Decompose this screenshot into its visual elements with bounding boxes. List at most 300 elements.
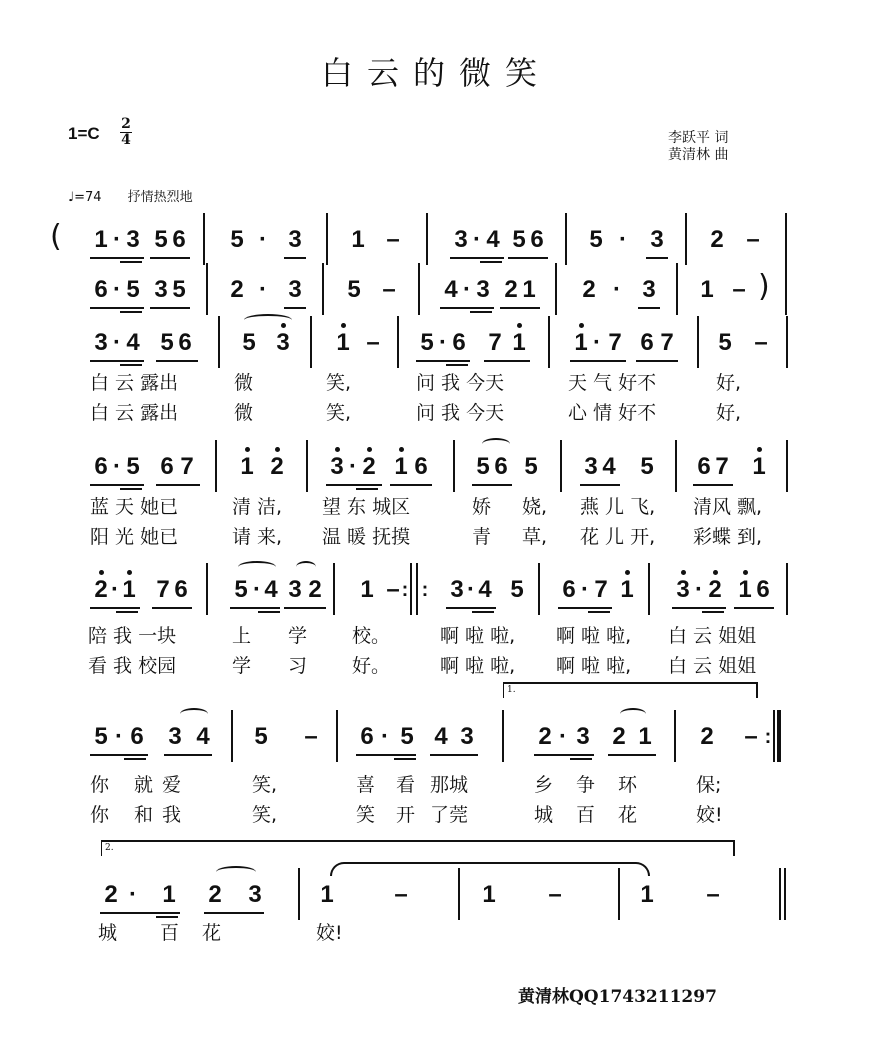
lyric-text: 那城 (430, 774, 469, 796)
note: 2 (92, 577, 110, 603)
beam-underline (638, 307, 660, 309)
note: 3 (450, 576, 464, 603)
bar-line (215, 440, 217, 492)
note: 2 (308, 576, 322, 603)
note: 2 (504, 276, 518, 303)
bar-line (502, 710, 504, 762)
lyric-text: 开 (396, 804, 416, 826)
lyric-text: 好, (716, 402, 742, 424)
note: 3 (460, 723, 474, 750)
lyric-text: 学 (232, 655, 252, 677)
octave-high-dot (99, 570, 104, 575)
sustain-dash: – (304, 723, 318, 750)
beam-underline (608, 754, 656, 756)
lyric-text: 上 (232, 625, 252, 647)
beam-underline (500, 307, 540, 309)
beam-underline (90, 307, 144, 309)
augmentation-dot: · (463, 276, 471, 303)
octave-high-dot (713, 570, 718, 575)
beam-underline (450, 257, 504, 259)
note: 6 (452, 329, 466, 356)
sustain-dash: – (706, 881, 720, 908)
note: 5 (126, 453, 140, 480)
lyric-text: 习 (288, 655, 308, 677)
lyric-text: 和 (134, 804, 154, 826)
lyric-text: 娆, (522, 496, 548, 518)
bar-line (648, 563, 650, 615)
note: 5 (242, 329, 256, 356)
lyric-text: 百 (160, 922, 180, 944)
lyric-text: 阳 光 她已 (90, 526, 179, 548)
note: 4 (126, 329, 140, 356)
octave-high-dot (579, 323, 584, 328)
lyric-text: 白 云 露出 (90, 372, 179, 394)
key-signature: 1=C (68, 124, 100, 143)
beam-underline (570, 758, 592, 760)
bar-line (674, 710, 676, 762)
note: 5 (400, 723, 414, 750)
lyric-text: 笑, (326, 402, 352, 424)
bar-line (676, 263, 678, 315)
bar-line (326, 213, 328, 265)
volta-bracket (503, 682, 758, 698)
slur (238, 561, 276, 573)
note: 7 (660, 329, 674, 356)
augmentation-dot: · (259, 276, 267, 303)
bar-line (306, 440, 308, 492)
bar-line (203, 213, 205, 265)
slur (296, 561, 316, 573)
note: 1 (238, 454, 256, 480)
lyric-text: 燕 儿 飞, (580, 496, 656, 518)
lyric-text: 草, (522, 526, 548, 548)
note: 2 (582, 276, 596, 303)
lyric-text: 城 (98, 922, 118, 944)
bar-line (785, 263, 787, 315)
beam-underline (672, 607, 726, 609)
lyric-text: 蓝 天 她已 (90, 496, 179, 518)
time-signature-top: 2 (121, 116, 131, 132)
note: 3 (454, 226, 468, 253)
lyric-text: 微 (234, 402, 254, 424)
augmentation-dot: · (439, 329, 447, 356)
beam-underline (284, 607, 326, 609)
augmentation-dot: · (613, 276, 621, 303)
augmentation-dot: · (349, 453, 357, 480)
bar-line (675, 440, 677, 492)
slur (216, 866, 256, 878)
bar-line (322, 263, 324, 315)
note: 3 (274, 330, 292, 356)
bar-line (565, 213, 567, 265)
augmentation-dot: · (619, 226, 627, 253)
tempo-line (68, 186, 193, 205)
note: 5 (510, 576, 524, 603)
note: 5 (160, 329, 174, 356)
note: 1 (640, 881, 654, 908)
note: 3 (288, 276, 302, 303)
beam-underline (230, 607, 280, 609)
bar-line (697, 316, 699, 368)
note: 5 (254, 723, 268, 750)
beam-underline (636, 360, 678, 362)
augmentation-dot: · (113, 329, 121, 356)
lyric-text: 好。 (352, 655, 391, 677)
beam-underline (90, 754, 148, 756)
tempo-mark: ♩=74 (68, 190, 102, 205)
lyric-text: 花 (202, 922, 222, 944)
octave-high-dot (743, 570, 748, 575)
lyric-text: 花 儿 开, (580, 526, 656, 548)
augmentation-dot: · (467, 576, 475, 603)
slur (244, 314, 292, 326)
note: 6 (640, 329, 654, 356)
lyric-text: 白 云 姐姐 (668, 655, 757, 677)
note: 6 (94, 453, 108, 480)
note: 4 (486, 226, 500, 253)
octave-high-dot (517, 323, 522, 328)
note: 3 (642, 276, 656, 303)
note: 5 (94, 723, 108, 750)
note: 5 (512, 226, 526, 253)
note: 5 (589, 226, 603, 253)
lyric-text: 争 (576, 774, 596, 796)
note: 7 (156, 576, 170, 603)
repeat-dots: : (401, 579, 409, 601)
beam-underline (394, 758, 416, 760)
note: 1 (736, 577, 754, 603)
beam-underline (446, 607, 496, 609)
note: 1 (360, 576, 374, 603)
note: 2 (700, 723, 714, 750)
augmentation-dot: · (581, 576, 589, 603)
slur (620, 708, 646, 720)
note: 3 (328, 454, 346, 480)
note: 5 (640, 453, 654, 480)
lyric-text: 微 (234, 372, 254, 394)
note: 7 (715, 453, 729, 480)
note: 3 (154, 276, 168, 303)
beam-underline (702, 611, 724, 613)
note: 6 (414, 453, 428, 480)
octave-high-dot (625, 570, 630, 575)
note: 6 (130, 723, 144, 750)
beam-underline (284, 307, 306, 309)
lyric-text: 陪 我 一块 (88, 625, 177, 647)
lyric-text: 笑, (252, 774, 278, 796)
beam-underline (646, 257, 668, 259)
note: 1 (120, 577, 138, 603)
note: 6 (697, 453, 711, 480)
note: 1 (522, 276, 536, 303)
expression-mark: 抒情热烈地 (127, 190, 193, 205)
lyric-text: 请 来, (232, 526, 283, 548)
note: 3 (288, 576, 302, 603)
note: 6 (174, 576, 188, 603)
beam-underline (480, 261, 502, 263)
beam-underline (90, 257, 144, 259)
beam-underline (570, 360, 626, 362)
lyric-text: 白 云 露出 (90, 402, 179, 424)
augmentation-dot: · (259, 226, 267, 253)
volta-bracket (101, 840, 735, 856)
lyric-text: 青 (472, 526, 492, 548)
repeat-dots: : (764, 726, 772, 748)
beam-underline (734, 607, 774, 609)
bar-line (397, 316, 399, 368)
octave-high-dot (341, 323, 346, 328)
note: 5 (476, 453, 490, 480)
bar-line (453, 440, 455, 492)
bar-line (786, 440, 788, 492)
beam-underline (164, 754, 212, 756)
note: 3 (168, 723, 182, 750)
beam-underline (284, 257, 306, 259)
beam-underline (534, 754, 594, 756)
bar-line (231, 710, 233, 762)
beam-underline (150, 307, 190, 309)
note: 4 (478, 576, 492, 603)
paren-close: ) (758, 269, 770, 304)
bar-line (555, 263, 557, 315)
beam-underline (258, 611, 280, 613)
paren-open: ( (50, 219, 62, 254)
note: 3 (584, 453, 598, 480)
beam-underline (156, 360, 198, 362)
lyric-text: 啊 啦 啦, (440, 625, 516, 647)
note: 6 (756, 576, 770, 603)
bar-line (310, 316, 312, 368)
augmentation-dot: · (473, 226, 481, 253)
bar-line (218, 316, 220, 368)
note: 6 (160, 453, 174, 480)
beam-underline (558, 607, 612, 609)
beam-underline (390, 484, 432, 486)
lyric-text: 娇 (472, 496, 492, 518)
note: 1 (392, 454, 410, 480)
sustain-dash: – (382, 276, 396, 303)
bar-line (560, 440, 562, 492)
note: 5 (718, 329, 732, 356)
note: 4 (196, 723, 210, 750)
bar-line (426, 213, 428, 265)
beam-underline (120, 261, 142, 263)
bar-line (785, 213, 787, 265)
note: 4 (434, 723, 448, 750)
bar-line (298, 868, 300, 920)
octave-high-dot (399, 447, 404, 452)
note: 4 (264, 576, 278, 603)
bar-line (685, 213, 687, 265)
note: 5 (234, 576, 248, 603)
lyric-text: 了莞 (430, 804, 469, 826)
tie (330, 862, 650, 876)
time-signature (120, 118, 132, 147)
lyric-text: 乡 (534, 774, 554, 796)
note: 3 (288, 226, 302, 253)
augmentation-dot: · (129, 881, 137, 908)
note: 1 (351, 226, 365, 253)
lyric-text: 环 (618, 774, 638, 796)
lyric-text: 问 我 今天 (416, 372, 505, 394)
beam-underline (588, 611, 610, 613)
beam-underline (90, 360, 144, 362)
slur (180, 708, 208, 720)
note: 5 (230, 226, 244, 253)
lyric-text: 姣! (696, 804, 723, 826)
octave-high-dot (335, 447, 340, 452)
octave-high-dot (681, 570, 686, 575)
note: 6 (494, 453, 508, 480)
note: 1 (750, 454, 768, 480)
octave-high-dot (367, 447, 372, 452)
lyric-text: 就 (134, 774, 154, 796)
beam-underline (446, 364, 468, 366)
lyric-text: 啊 啦 啦, (440, 655, 516, 677)
bar-line (333, 563, 335, 615)
note: 1 (510, 330, 528, 356)
composer: 黄清林 曲 (668, 147, 729, 163)
augmentation-dot: · (559, 723, 567, 750)
volta-label: 2. (105, 843, 114, 853)
note: 3 (126, 226, 140, 253)
lyric-text: 啊 啦 啦, (556, 655, 632, 677)
octave-high-dot (275, 447, 280, 452)
beam-underline (472, 611, 494, 613)
lyric-text: 姣! (316, 922, 343, 944)
lyric-text: 校。 (352, 625, 391, 647)
beam-underline (326, 484, 382, 486)
note: 1 (162, 881, 176, 908)
note: 1 (638, 723, 652, 750)
lyric-text: 心 情 好不 (568, 402, 657, 424)
beam-underline (156, 484, 200, 486)
octave-high-dot (757, 447, 762, 452)
slur (482, 438, 510, 450)
lyric-text: 好, (716, 372, 742, 394)
note: 1 (482, 881, 496, 908)
note: 3 (674, 577, 692, 603)
beam-underline (120, 311, 142, 313)
note: 5 (524, 453, 538, 480)
beam-underline (484, 360, 530, 362)
lyric-text: 天 气 好不 (568, 372, 657, 394)
note: 7 (488, 329, 502, 356)
note: 3 (476, 276, 490, 303)
note: 6 (94, 276, 108, 303)
sustain-dash: – (548, 881, 562, 908)
note: 6 (562, 576, 576, 603)
lyric-text: 笑 (356, 804, 376, 826)
note: 2 (710, 226, 724, 253)
beam-underline (100, 912, 180, 914)
note: 1 (320, 881, 334, 908)
beam-underline (152, 607, 192, 609)
lyric-text: 学 (288, 625, 308, 647)
beam-underline (204, 912, 264, 914)
note: 2 (208, 881, 222, 908)
note: 5 (172, 276, 186, 303)
bar-line (538, 563, 540, 615)
lyric-text: 问 我 今天 (416, 402, 505, 424)
augmentation-dot: · (113, 453, 121, 480)
beam-underline (90, 484, 144, 486)
note: 5 (347, 276, 361, 303)
note: 6 (178, 329, 192, 356)
lyric-text: 你 (90, 774, 110, 796)
lyric-text: 看 (396, 774, 416, 796)
note: 1 (334, 330, 352, 356)
sustain-dash: – (366, 329, 380, 356)
beam-underline (472, 484, 512, 486)
beam-underline (356, 754, 416, 756)
beam-underline (116, 611, 138, 613)
beam-underline (430, 754, 478, 756)
bar-line (206, 563, 208, 615)
note: 2 (360, 454, 378, 480)
note: 6 (530, 226, 544, 253)
note: 3 (248, 881, 262, 908)
lyric-text: 看 我 校园 (88, 655, 177, 677)
note: 2 (706, 577, 724, 603)
credits (668, 130, 728, 164)
bar-line (336, 710, 338, 762)
lyricist: 李跃平 词 (668, 130, 729, 146)
final-barline (779, 868, 786, 920)
lyric-text: 城 (534, 804, 554, 826)
bar-line (548, 316, 550, 368)
octave-high-dot (245, 447, 250, 452)
lyric-text: 爱 (162, 774, 182, 796)
beam-underline (90, 607, 140, 609)
beam-underline (150, 257, 190, 259)
note: 7 (594, 576, 608, 603)
note: 3 (576, 723, 590, 750)
sustain-dash: – (754, 329, 768, 356)
lyric-text: 你 (90, 804, 110, 826)
lyric-text: 我 (162, 804, 182, 826)
note: 2 (104, 881, 118, 908)
lyric-text: 彩蝶 到, (693, 526, 763, 548)
augmentation-dot: · (111, 576, 119, 603)
volta-label: 1. (507, 685, 516, 695)
beam-underline (470, 311, 492, 313)
note: 1 (94, 226, 108, 253)
note: 5 (126, 276, 140, 303)
sustain-dash: – (394, 881, 408, 908)
note: 5 (154, 226, 168, 253)
note: 2 (538, 723, 552, 750)
note: 2 (268, 454, 286, 480)
sustain-dash: – (744, 723, 758, 750)
time-signature-bottom: 4 (121, 132, 131, 148)
augmentation-dot: · (115, 723, 123, 750)
lyric-text: 花 (618, 804, 638, 826)
lyric-text: 温 暖 抚摸 (322, 526, 411, 548)
footer-credit: 黄清林QQ1743211297 (518, 987, 717, 1007)
beam-underline (120, 488, 142, 490)
lyric-text: 保; (696, 774, 722, 796)
augmentation-dot: · (253, 576, 261, 603)
sustain-dash: – (732, 276, 746, 303)
lyric-text: 啊 啦 啦, (556, 625, 632, 647)
note: 2 (612, 723, 626, 750)
sustain-dash: – (386, 226, 400, 253)
bar-line (786, 563, 788, 615)
beam-underline (580, 484, 620, 486)
note: 5 (420, 329, 434, 356)
lyric-text: 笑, (252, 804, 278, 826)
